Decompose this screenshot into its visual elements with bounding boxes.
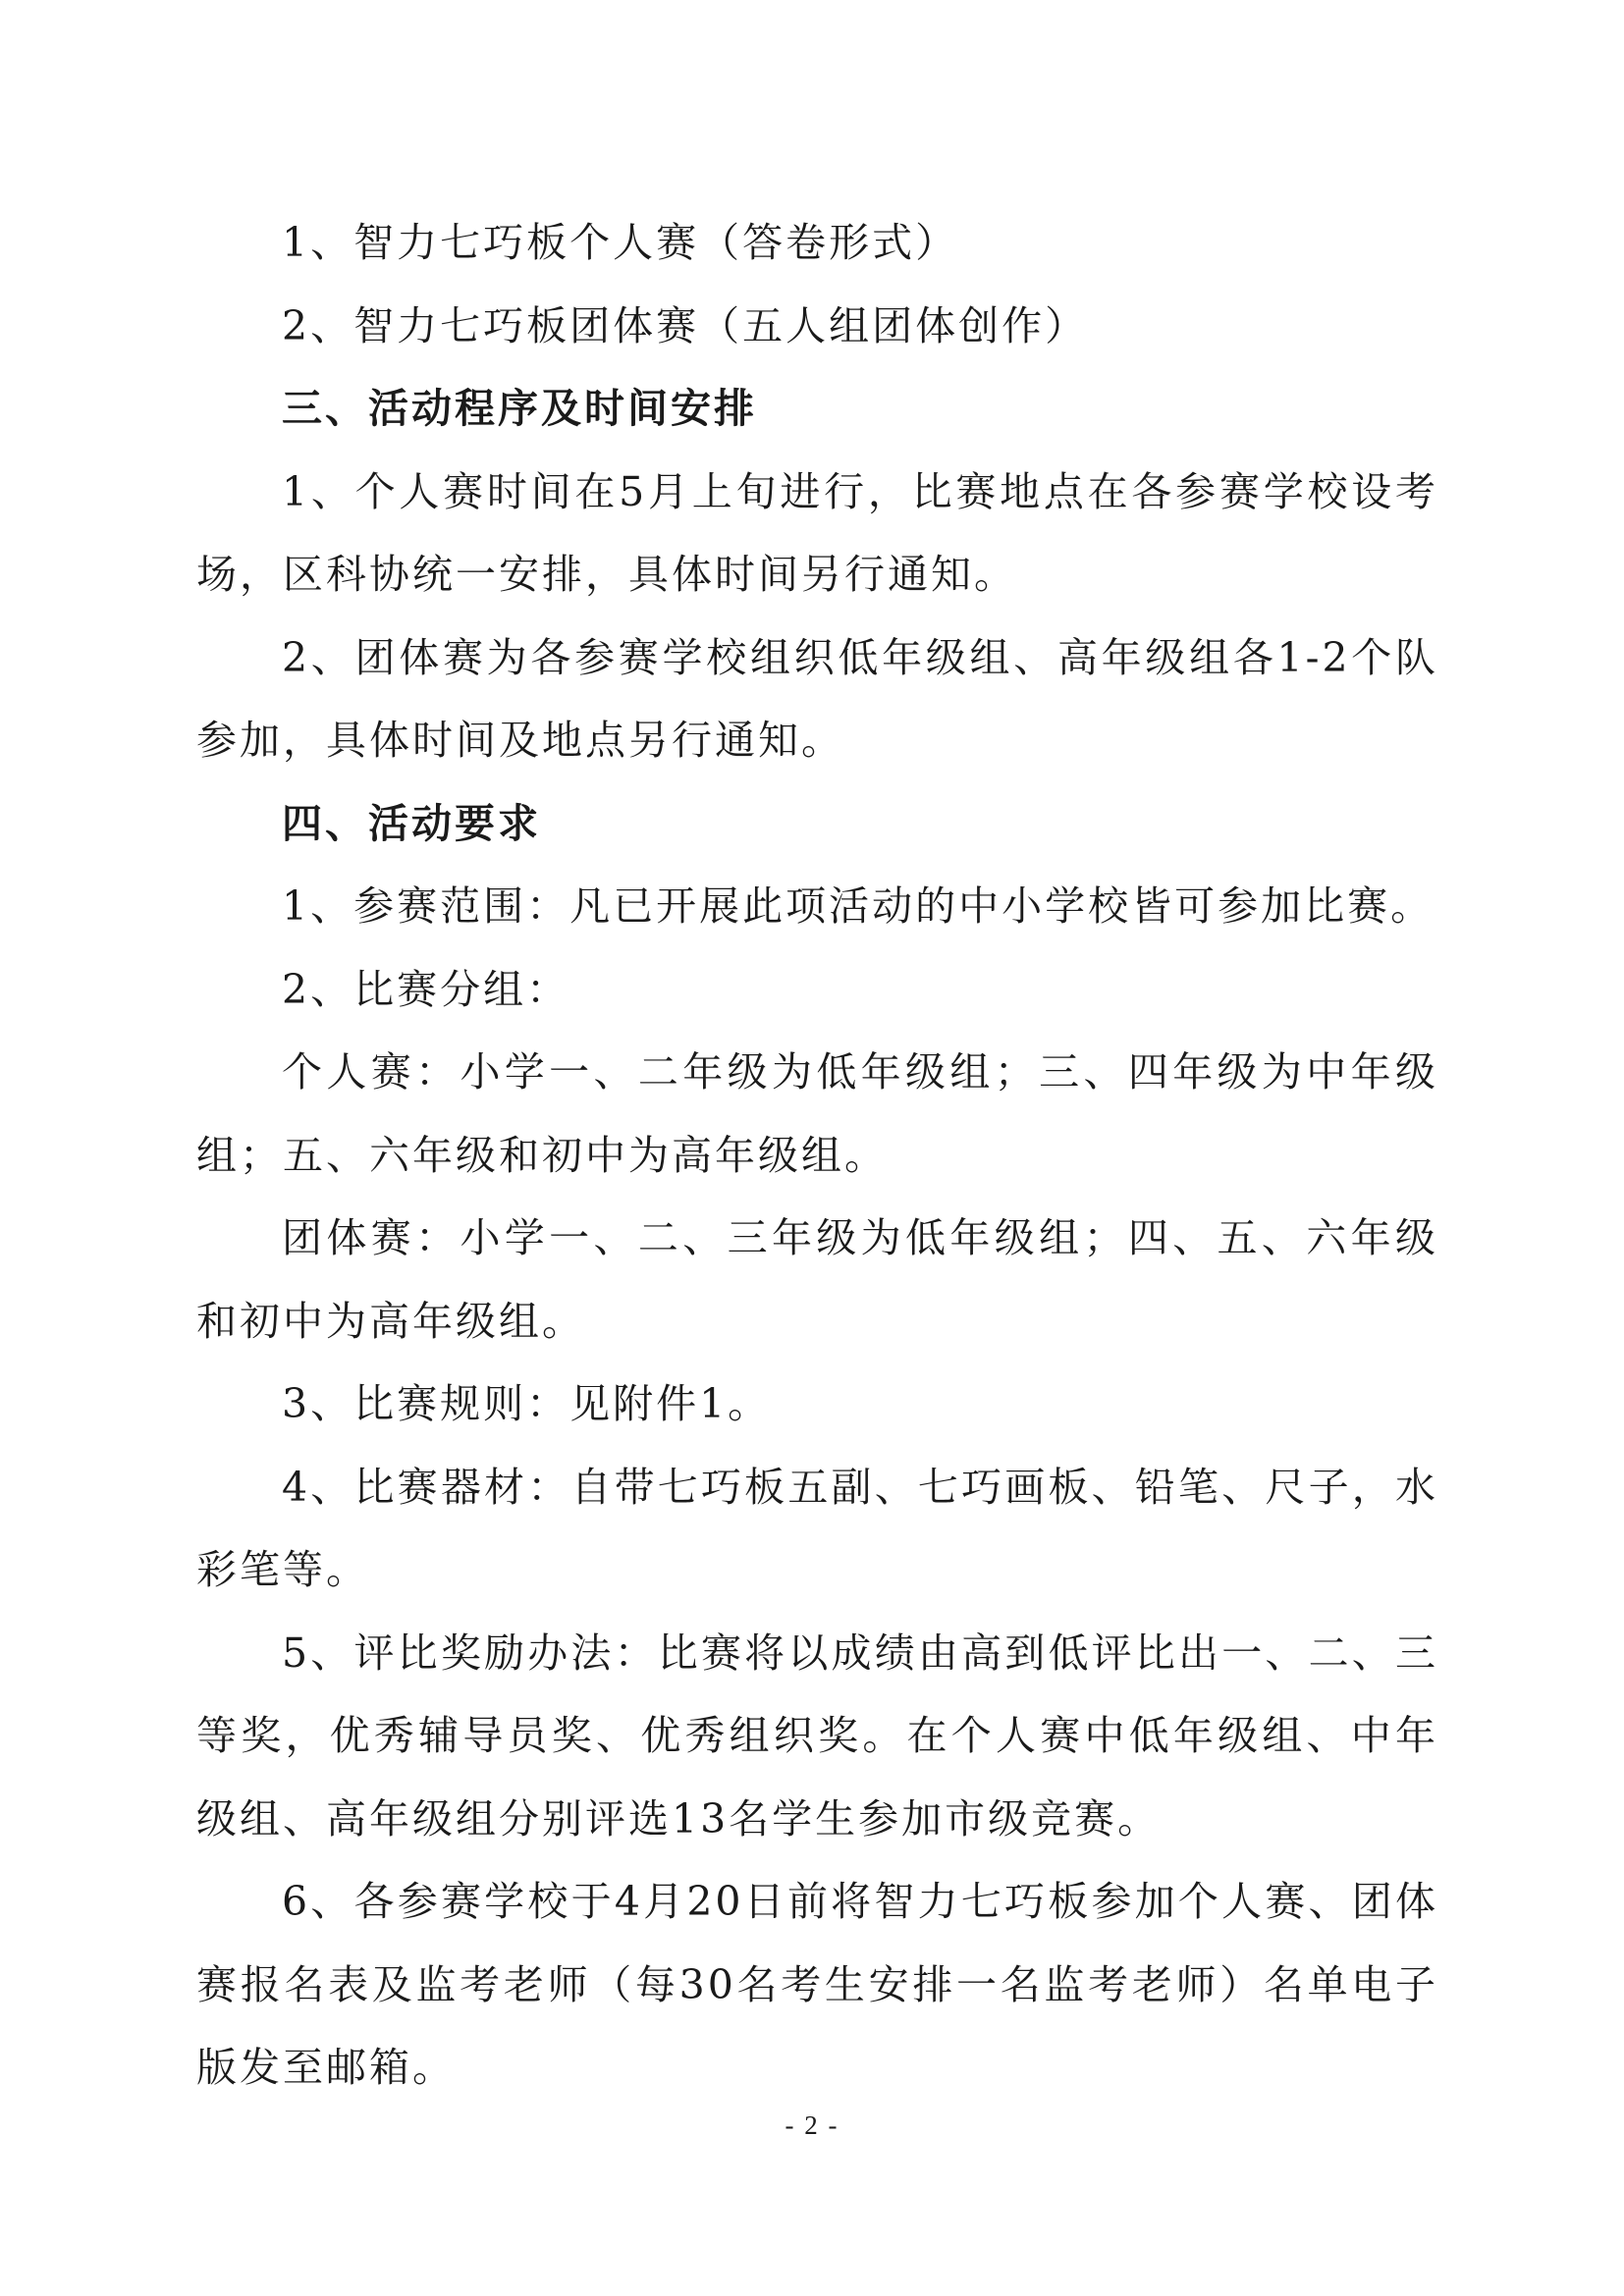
paragraph-individual-grouping: 个人赛：小学一、二年级为低年级组；三、四年级为中年级组；五、六年级和初中为高年级组。 (196, 1048, 1438, 1179)
page-number: - 2 - (785, 2110, 839, 2140)
paragraph-team-schedule: 2、团体赛为各参赛学校组织低年级组、高年级组各1-2个队参加，具体时间及地点另行通知。 (196, 633, 1438, 764)
paragraph-team-contest: 2、智力七巧板团体赛（五人组团体创作） (282, 301, 1089, 349)
section-heading-requirements: 四、活动要求 (282, 799, 541, 847)
paragraph-scope: 1、参赛范围：凡已开展此项活动的中小学校皆可参加比赛。 (282, 882, 1435, 930)
paragraph-equipment: 4、比赛器材：自带七巧板五副、七巧画板、铅笔、尺子，水彩笔等。 (196, 1463, 1438, 1593)
paragraph-team-grouping: 团体赛：小学一、二、三年级为低年级组；四、五、六年级和初中为高年级组。 (196, 1214, 1438, 1345)
document-body (196, 201, 1438, 2109)
section-heading-schedule: 三、活动程序及时间安排 (282, 385, 757, 432)
paragraph-individual-schedule: 1、个人赛时间在5月上旬进行，比赛地点在各参赛学校设考场，区科协统一安排，具体时间另行通知。 (196, 467, 1438, 598)
paragraph-awards: 5、评比奖励办法：比赛将以成绩由高到低评比出一、二、三等奖，优秀辅导员奖、优秀组织奖。在个人赛中低年级组、中年级组、高年级组分别评选13名学生参加市级竞赛。 (196, 1629, 1438, 1842)
paragraph-registration: 6、各参赛学校于4月20日前将智力七巧板参加个人赛、团体赛报名表及监考老师（每30名考生安排一名监考老师）名单电子版发至邮箱。 (196, 1878, 1438, 2091)
paragraph-rules: 3、比赛规则：见附件1。 (282, 1380, 772, 1427)
paragraph-individual-contest: 1、智力七巧板个人赛（答卷形式） (282, 219, 959, 266)
paragraph-grouping-title: 2、比赛分组： (282, 965, 570, 1013)
